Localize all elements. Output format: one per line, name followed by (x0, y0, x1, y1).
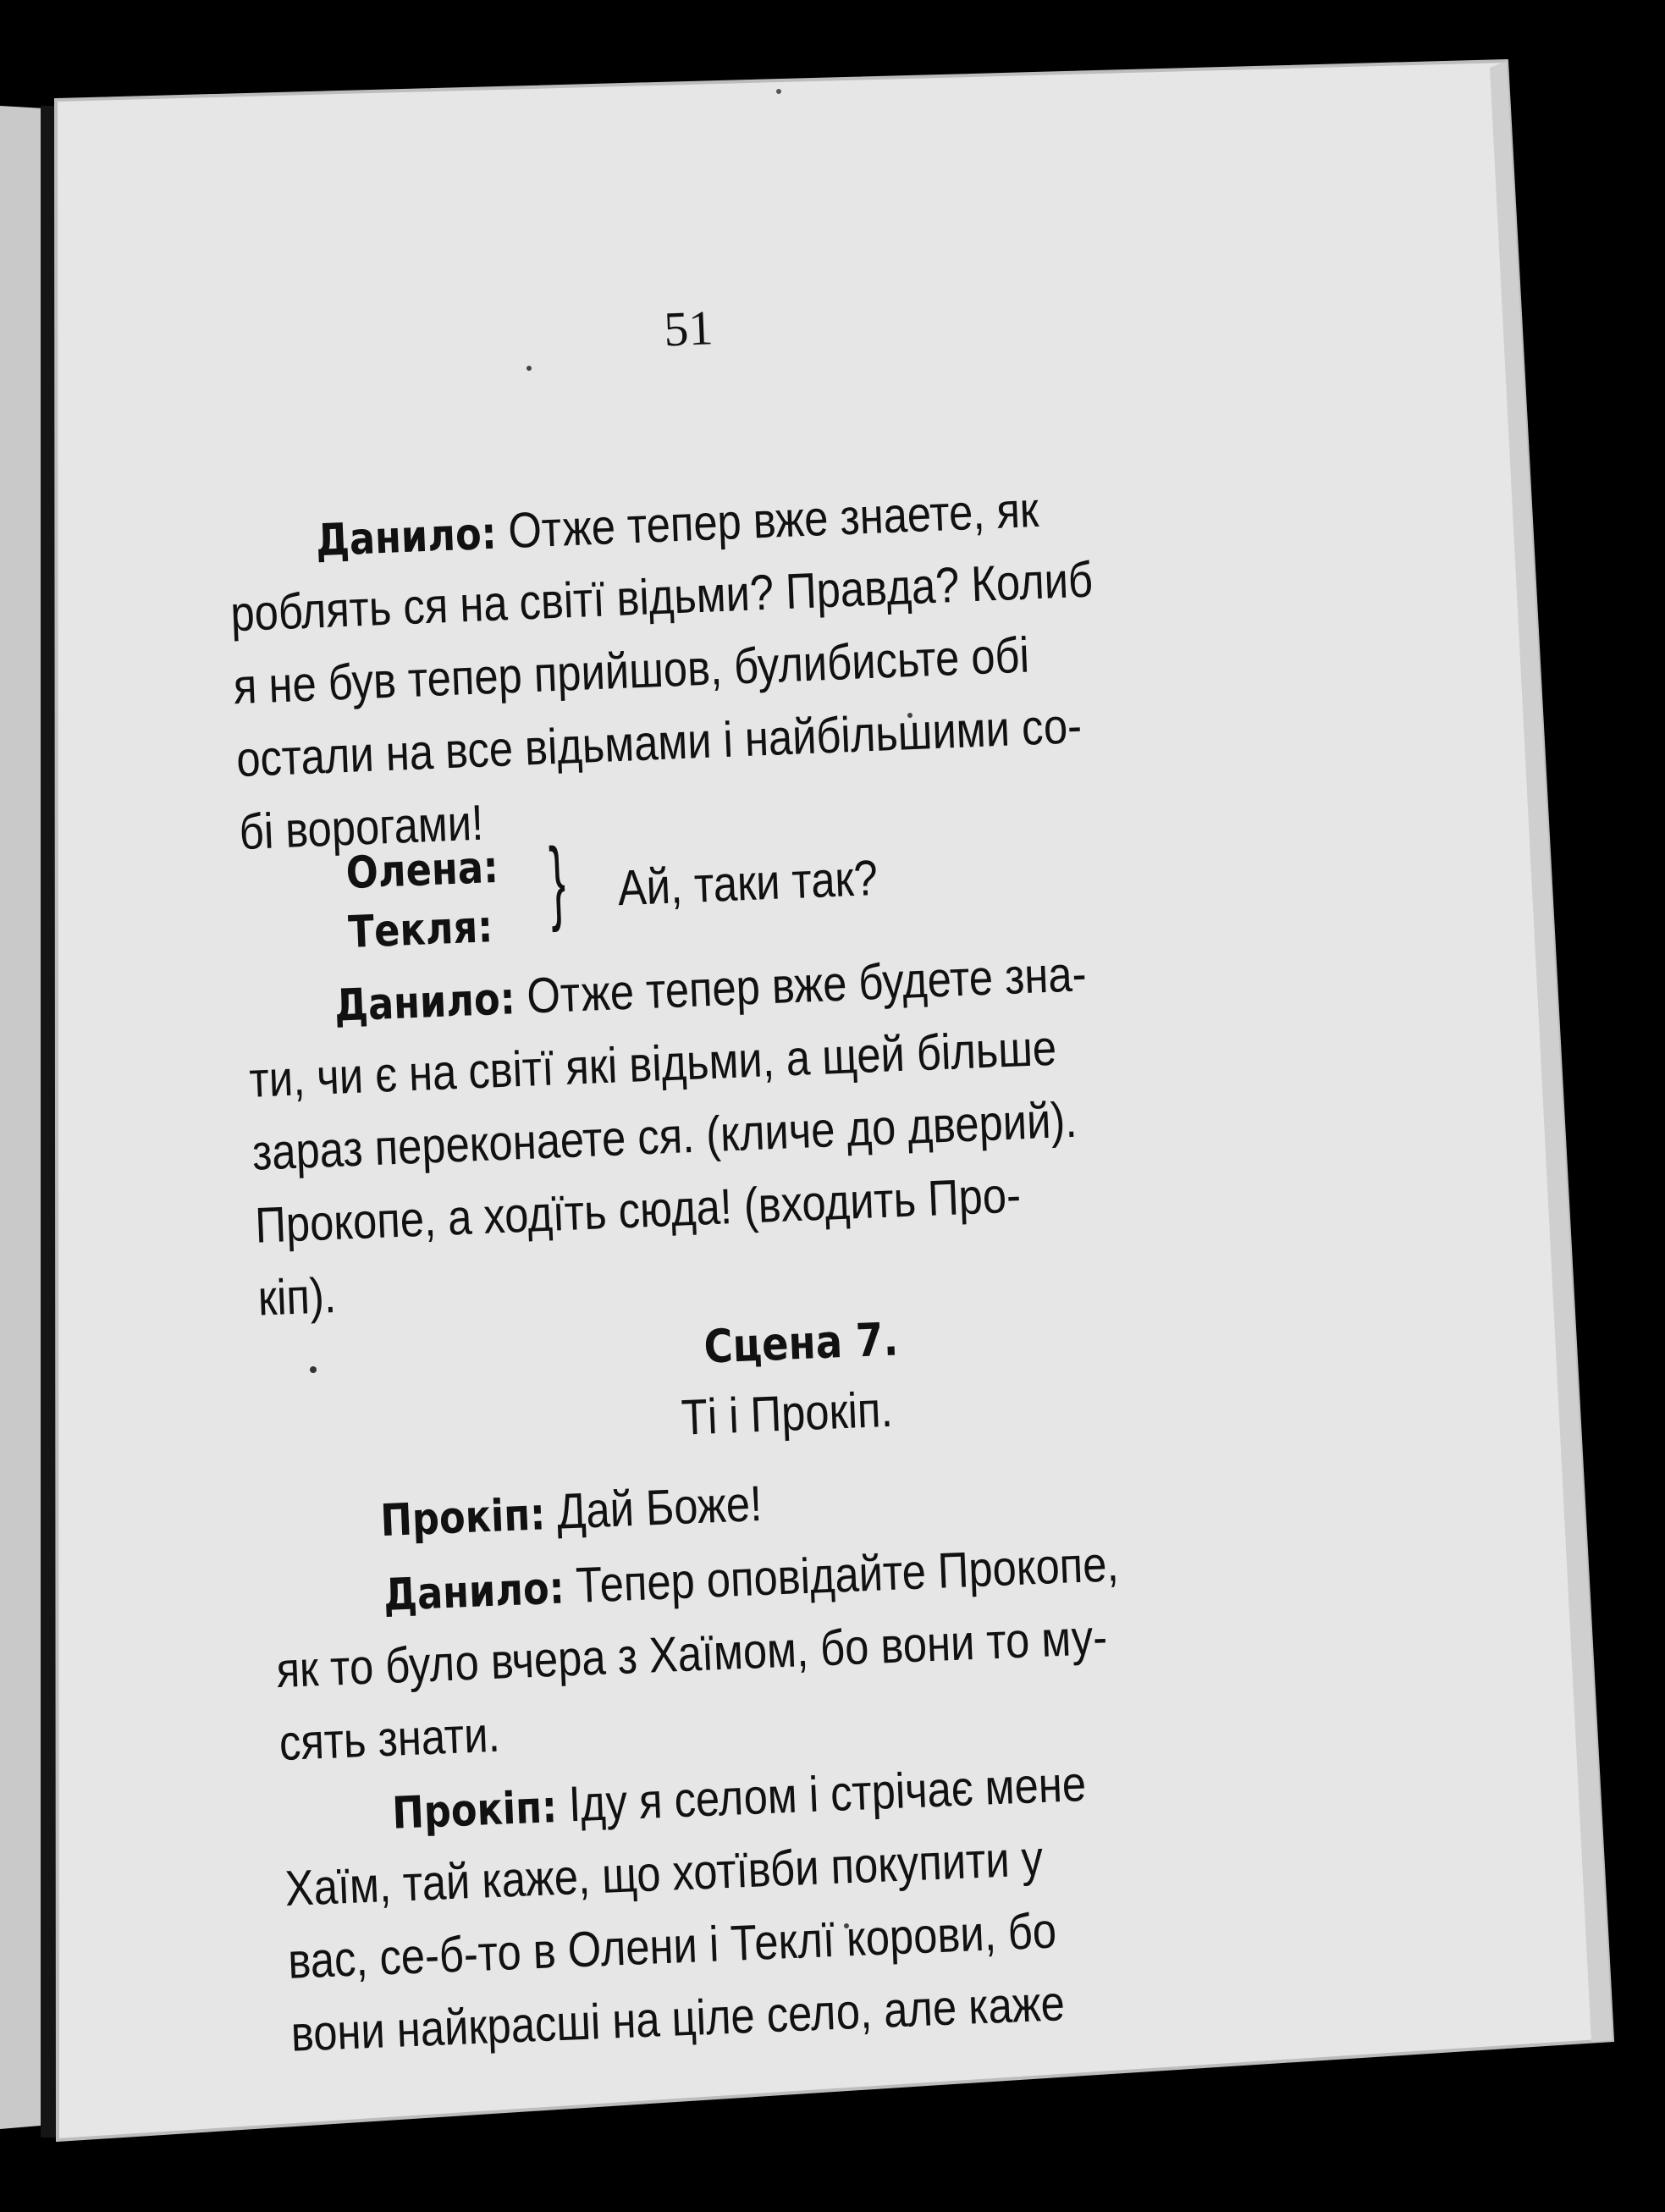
line-text: Отже тепер вже будете зна- (526, 946, 1088, 1024)
text-line: Прокопе, а ходїть сюда! (входить Про- (254, 1167, 1023, 1254)
speaker-name: Текля: (347, 902, 494, 959)
text-line: ти, чи є на світї які відьми, а щей більше (248, 1019, 1058, 1108)
text-line: я не був тепер прийшов, булибисьте обі (232, 626, 1031, 715)
text-line (391, 1755, 1088, 1840)
text-line (382, 1536, 1120, 1621)
text-line (314, 480, 1161, 567)
text-line (333, 946, 1088, 1032)
brace: } (547, 828, 568, 934)
scene-title: Сцена 7. (703, 1312, 900, 1374)
text-line (379, 1476, 764, 1547)
text-line: вони найкрасші на ціле село, але каже (289, 1975, 1067, 2062)
line-text: Отже тепер вже знаете, як (507, 481, 1040, 560)
speaker-name: Олена: (345, 841, 499, 900)
text-line: кіп). (256, 1267, 338, 1327)
text-line: сять знати. (278, 1706, 501, 1772)
speaker-name: Прокіп: (391, 1782, 559, 1840)
text-line: остали на все відьмами і найбільшими со- (234, 698, 1083, 788)
scene-subtitle: Ті і Прокіп. (680, 1381, 894, 1446)
speaker-name: Прокіп: (379, 1489, 547, 1547)
text-line: зараз переконаете ся. (кличе до дверий). (251, 1091, 1078, 1181)
line-text: Ай, таки так? (616, 849, 879, 917)
speaker-name: Данило: (382, 1563, 565, 1621)
speaker-name: Данило: (333, 974, 516, 1032)
line-text: Іду я селом і стрічає мене (567, 1755, 1088, 1833)
page-number: 51 (663, 300, 714, 357)
text-line: Хаїм, тай каже, що хотївби покупити у (284, 1830, 1045, 1917)
text-line: вас, се-б-то в Олени і Теклї корови, бо (287, 1902, 1058, 1989)
speaker-name: Данило: (314, 508, 498, 567)
line-text: Дай Боже! (555, 1476, 764, 1540)
text-line: як то було вчера з Хаїмом, бо вони то му- (275, 1608, 1109, 1699)
line-text: Тепер оповідайте Прокопе, (575, 1536, 1120, 1613)
text-line: бі ворогами! (238, 794, 485, 861)
text-line: роблять ся на світї відьми? Правда? Колиб (229, 551, 1094, 643)
